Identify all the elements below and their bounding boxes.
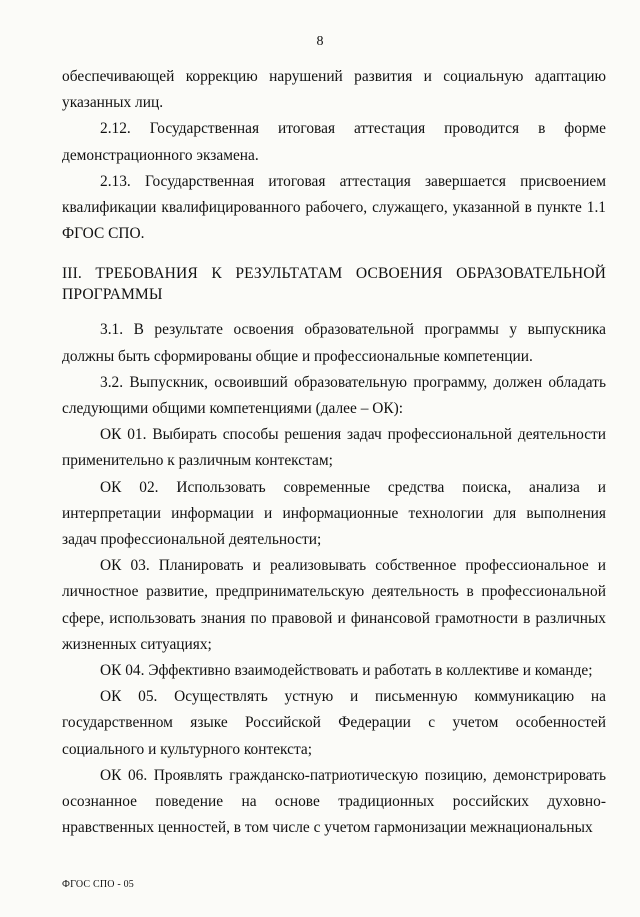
- competency-ok-01: ОК 01. Выбирать способы решения задач профессиональной деятельности применительно к различным контекстам;: [62, 426, 606, 470]
- paragraph-3-1: 3.1. В результате освоения образовательной программы у выпускника должны быть сформированы общие и профессиональные компетенции.: [62, 321, 606, 365]
- page-body: [62, 64, 606, 841]
- competency-ok-03: ОК 03. Планировать и реализовывать собственное профессиональное и личностное развитие, предпринимательскую деятельность в профессиональной сфере, использовать знания по правовой и финансовой грамотности в различных жизненных ситуациях;: [62, 557, 606, 653]
- competency-ok-04: ОК 04. Эффективно взаимодействовать и работать в коллективе и команде;: [100, 662, 593, 680]
- spacer: [62, 305, 606, 317]
- paragraph-2-12: 2.12. Государственная итоговая аттестация проводится в форме демонстрационного экзамена.: [62, 120, 606, 164]
- paragraph-3-2: 3.2. Выпускник, освоивший образовательную программу, должен обладать следующими общими компетенциями (далее – ОК):: [62, 373, 606, 418]
- page-number: 8: [316, 34, 324, 49]
- competency-ok-05: ОК 05. Осуществлять устную и письменную коммуникацию на государственном языке Российской Федерации с учетом особенностей социального и культурного контекста;: [62, 688, 606, 758]
- competency-ok-06: ОК 06. Проявлять гражданско-патриотическую позицию, демонстрировать осознанное поведение на основе традиционных российских духовно-нравственных ценностей, в том числе с учетом гармонизации межнациональных: [62, 766, 606, 837]
- spacer: [62, 247, 606, 263]
- paragraph-continuation: обеспечивающей коррекцию нарушений развития и социальную адаптацию указанных лиц.: [62, 68, 606, 112]
- page-footer: ФГОС СПО - 05: [62, 879, 134, 890]
- section-heading: III. ТРЕБОВАНИЯ К РЕЗУЛЬТАТАМ ОСВОЕНИЯ ОБРАЗОВАТЕЛЬНОЙ ПРОГРАММЫ: [62, 265, 606, 304]
- competency-ok-02: ОК 02. Использовать современные средства поиска, анализа и интерпретации информации и информационные технологии для выполнения задач профессиональной деятельности;: [62, 478, 606, 549]
- paragraph-2-13: 2.13. Государственная итоговая аттестация завершается присвоением квалификации квалифицированного рабочего, служащего, указанной в пункте 1.1 ФГОС СПО.: [62, 172, 606, 243]
